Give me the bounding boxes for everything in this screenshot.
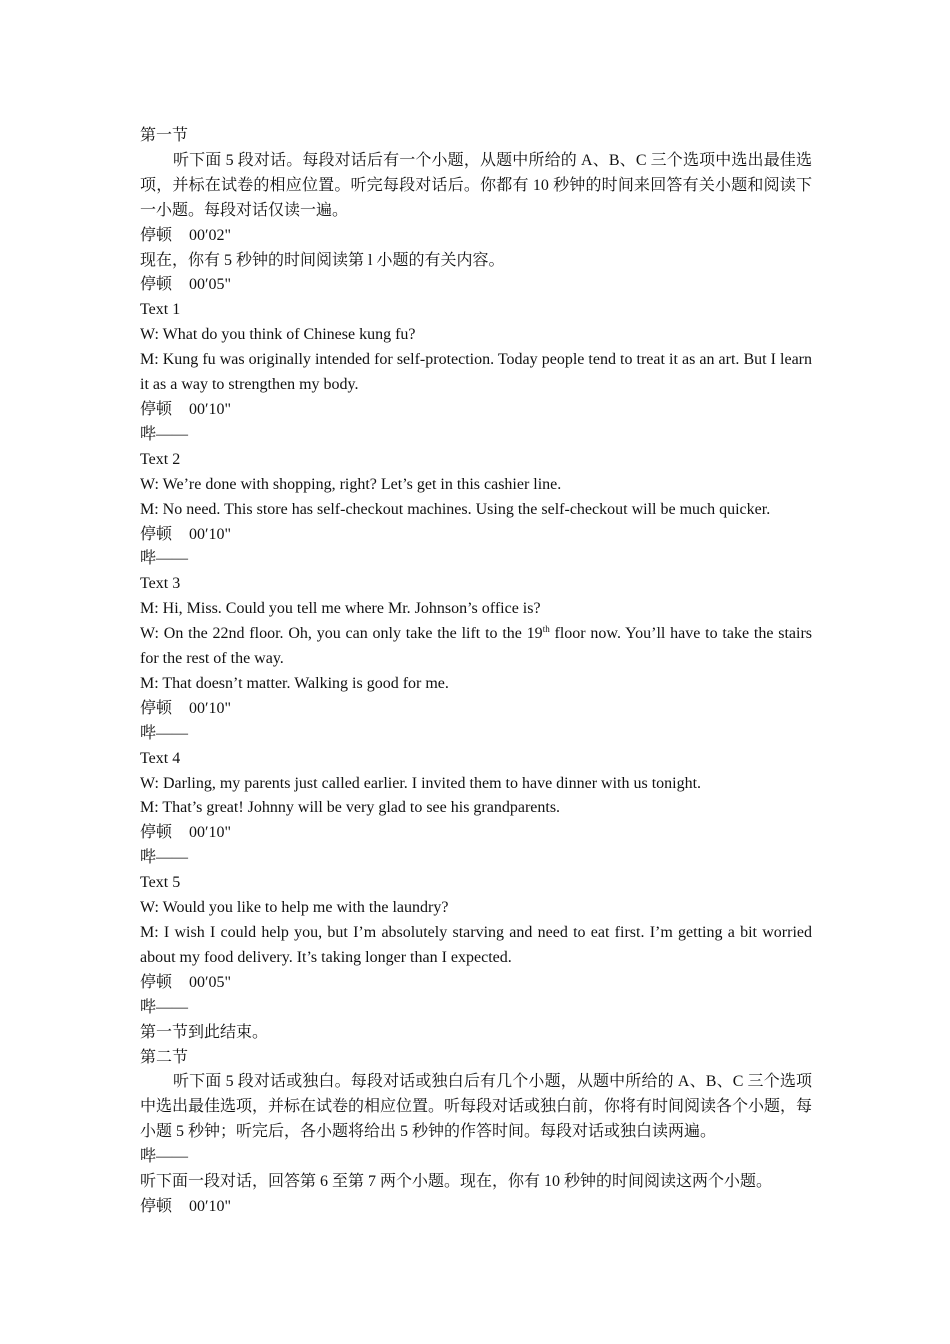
section1-end: 第一节到此结束。 — [140, 1023, 269, 1041]
text-title: Text 4 — [140, 749, 181, 767]
pause-time: 00′10" — [189, 1197, 232, 1215]
section1-instructions: 听下面 5 段对话。每段对话后有一个小题，从题中所给的 A、B、C 三个选项中选出最佳选项，并标在试卷的相应位置。听完每段对话后。你都有 10 秒钟的时间来回答有关小题和阅读下一小题。每段对话仅读一遍。 — [140, 151, 812, 219]
dialogue-text: floor now. You’ll have to take the stairs for the rest of the way. — [140, 625, 813, 668]
section1-heading: 第一节 — [140, 127, 189, 144]
pause-label: 停顿 — [140, 973, 173, 991]
pause-label: 停顿 — [140, 1197, 173, 1215]
pause-line — [140, 523, 812, 548]
pause-line — [140, 398, 812, 423]
beep-line: 哔—— — [140, 550, 189, 568]
reading-note: 现在，你有 5 秒钟的时间阅读第 l 小题的有关内容。 — [140, 251, 505, 269]
pause-time: 00′10" — [189, 525, 232, 543]
pause-label: 停顿 — [140, 525, 173, 543]
dialogue-line — [140, 622, 812, 672]
pause-time: 00′05" — [189, 973, 232, 991]
pause-time: 00′02" — [189, 226, 232, 244]
pause-line — [140, 224, 812, 249]
dialogue-line: M: No need. This store has self-checkout machines. Using the self-checkout will be much quicker. — [140, 500, 771, 518]
pause-time: 00′05" — [189, 276, 232, 294]
section2-instructions: 听下面 5 段对话或独白。每段对话或独白后有几个小题，从题中所给的 A、B、C 三个选项中选出最佳选项，并标在试卷的相应位置。听每段对话或独白前，你将有时间阅读各个小题，每小题 5 秒钟；听完后，各小题将给出 5 秒钟的作答时间。每段对话或独白读两遍。 — [140, 1073, 813, 1141]
beep-line: 哔—— — [140, 849, 189, 867]
beep-line: 哔—— — [140, 1148, 189, 1166]
dialogue-line: M: That’s great! Johnny will be very glad to see his grandparents. — [140, 799, 561, 817]
pause-time: 00′10" — [189, 699, 232, 717]
pause-label: 停顿 — [140, 276, 173, 294]
text-title: Text 1 — [140, 301, 181, 319]
dialogue-line: W: What do you think of Chinese kung fu? — [140, 326, 416, 344]
dialogue-line: W: Would you like to help me with the laundry? — [140, 899, 449, 917]
pause-line — [140, 697, 812, 722]
next-dialogue-note: 听下面一段对话，回答第 6 至第 7 两个小题。现在，你有 10 秒钟的时间阅读这两个小题。 — [140, 1173, 773, 1191]
dialogue-line: M: Hi, Miss. Could you tell me where Mr. Johnson’s office is? — [140, 600, 541, 618]
dialogue-line: M: That doesn’t matter. Walking is good for me. — [140, 674, 449, 692]
pause-time: 00′10" — [189, 400, 232, 418]
script-page — [140, 124, 812, 1220]
beep-line: 哔—— — [140, 425, 189, 443]
dialogue-line: W: We’re done with shopping, right? Let’s get in this cashier line. — [140, 475, 562, 493]
dialogue-line: W: Darling, my parents just called earlier. I invited them to have dinner with us tonight. — [140, 774, 702, 792]
text-title: Text 2 — [140, 450, 181, 468]
beep-line: 哔—— — [140, 724, 189, 742]
ordinal-suffix: th — [542, 624, 550, 635]
text-title: Text 3 — [140, 575, 181, 593]
text-title: Text 5 — [140, 874, 181, 892]
pause-line — [140, 971, 812, 996]
pause-time: 00′10" — [189, 824, 232, 842]
pause-label: 停顿 — [140, 400, 173, 418]
dialogue-text: W: On the 22nd floor. Oh, you can only take the lift to the 19 — [140, 625, 543, 643]
pause-line — [140, 273, 812, 298]
pause-line — [140, 821, 812, 846]
dialogue-line: M: Kung fu was originally intended for self-protection. Today people tend to treat it as an art. But I learn it as a way to strengthen my body. — [140, 351, 812, 394]
pause-label: 停顿 — [140, 699, 173, 717]
pause-line — [140, 1195, 812, 1220]
dialogue-line: M: I wish I could help you, but I’m absolutely starving and need to eat first. I’m getting a bit worried about my food delivery. It’s taking longer than I expected. — [140, 924, 812, 966]
pause-label: 停顿 — [140, 824, 173, 842]
section2-heading: 第二节 — [140, 1048, 189, 1066]
pause-label: 停顿 — [140, 226, 173, 244]
beep-line: 哔—— — [140, 998, 189, 1016]
